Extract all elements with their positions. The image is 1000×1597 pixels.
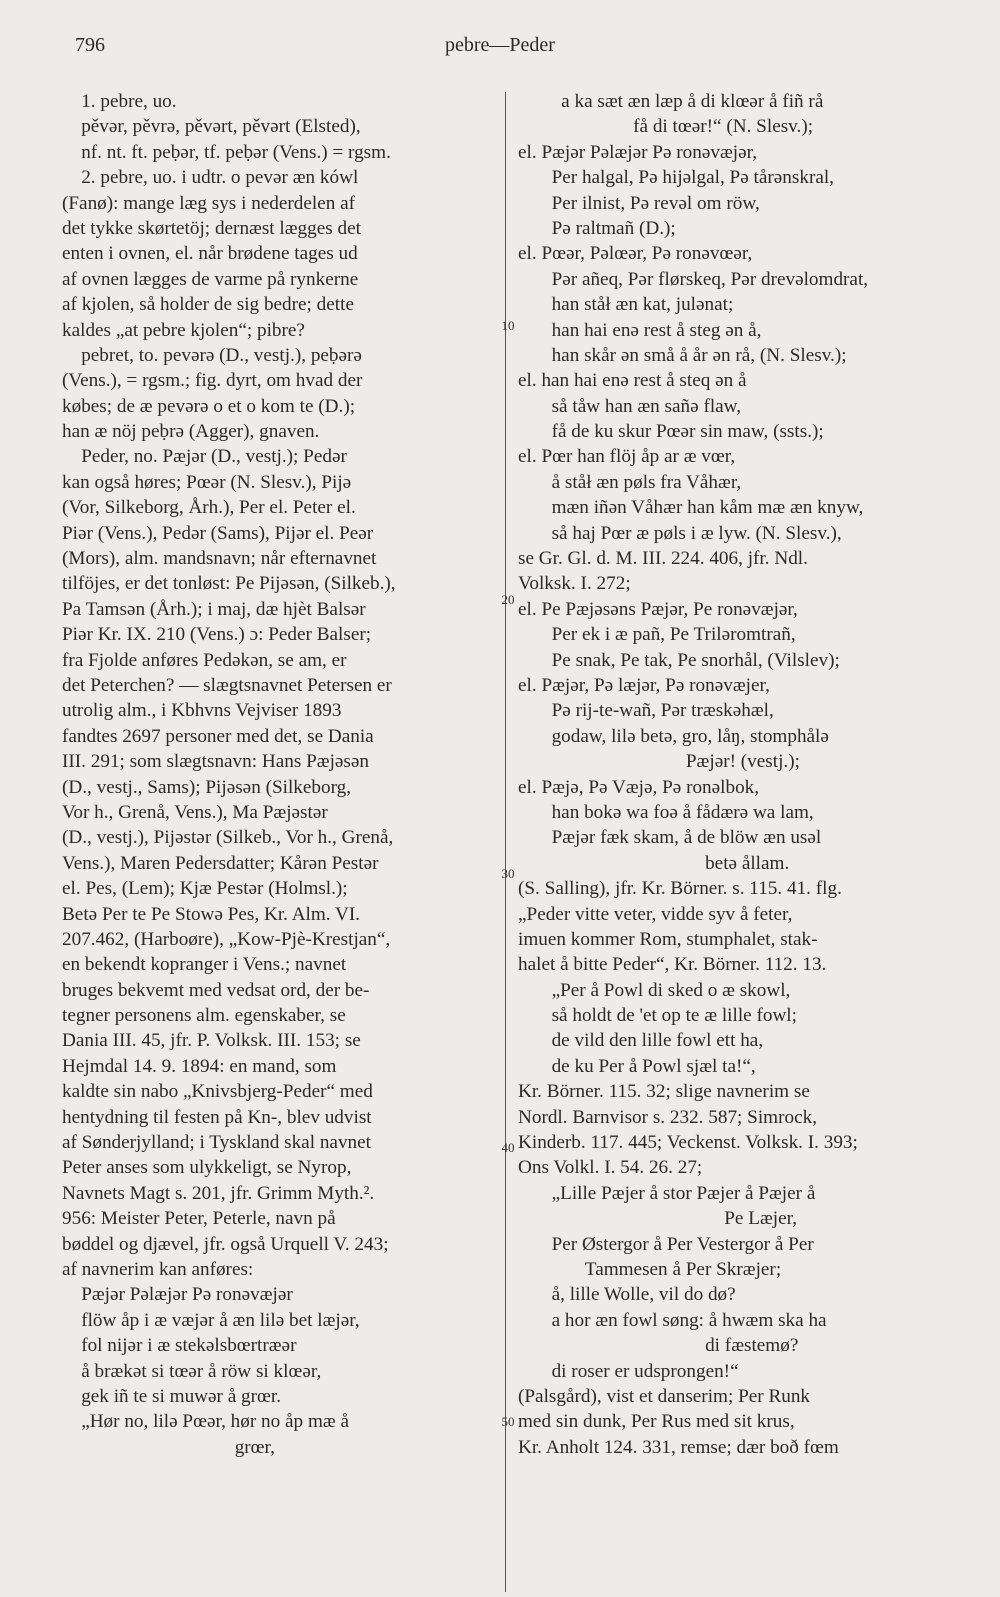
text-line: det tykke skørtetöj; dernæst lægges det [62, 217, 361, 239]
text-line: (S. Salling), jfr. Kr. Börner. s. 115. 41. flg. [518, 878, 842, 900]
column-divider [505, 92, 506, 1592]
text-line: kan også høres; Pœər (N. Slesv.), Pijə [62, 471, 352, 493]
text-line: 956: Meister Peter, Peterle, navn på [62, 1208, 336, 1230]
text-line: Tammesen å Per Skræjer; [518, 1258, 782, 1280]
running-head: pebre—Peder [445, 34, 555, 56]
text-line: imuen kommer Rom, stumphalet, stak- [518, 928, 818, 950]
line-number: 10 [501, 318, 515, 333]
line-number: 30 [501, 866, 515, 881]
text-line: di roser er udsprongen!“ [518, 1360, 739, 1382]
text-line: flöw åp i æ væjər å æn lilə bet læjər, [62, 1309, 360, 1331]
text-line: med sin dunk, Per Rus med sit krus, [518, 1411, 795, 1433]
text-line: utrolig alm., i Kbhvns Vejviser 1893 [62, 700, 342, 722]
text-line: Pə rij-te-wañ, Pər træskəhæl, [518, 700, 774, 722]
text-line: kaldte sin nabo „Knivsbjerg-Peder“ med [62, 1081, 373, 1103]
text-line: 2. pebre, uo. i udtr. o pevər æn kówl [62, 167, 359, 189]
text-line: få di tœər!“ (N. Slesv.); [518, 116, 814, 138]
text-line: a hor æn fowl søng: å hwæm ska ha [518, 1309, 827, 1331]
text-line: det Peterchen? — slægtsnavnet Petersen er [62, 674, 392, 696]
text-line: købes; de æ pevərə o et o kom te (D.); [62, 395, 356, 417]
text-line: (Fanø): mange læg sys i nederdelen af [62, 192, 356, 214]
text-line: el. Pœər, Pəlœər, Pə ronəvœər, [518, 243, 753, 265]
text-line: å ståł æn pøls fra Våhær, [518, 471, 742, 493]
text-line: halet å bitte Peder“, Kr. Börner. 112. 13. [518, 954, 827, 976]
text-line: „Lille Pæjer å stor Pæjer å Pæjer å [518, 1182, 816, 1204]
text-line: gek iñ te si muwər å grœr. [62, 1385, 282, 1407]
text-line: Pər añeq, Pər flørskeq, Pər drevəlomdrat, [518, 268, 869, 290]
text-line: fra Fjolde anføres Pedəkən, se am, er [62, 649, 347, 671]
text-line: å brækət si tœər å röw si klœər, [62, 1360, 322, 1382]
text-line: nf. nt. ft. peḅər, tf. peḅər (Vens.) = rgsm. [62, 141, 391, 163]
text-line: (Vens.), = rgsm.; fig. dyrt, om hvad der [62, 370, 363, 392]
text-line: han bokə wa foə å fådærə wa lam, [518, 801, 814, 823]
text-line: af Sønderjylland; i Tyskland skal navnet [62, 1132, 371, 1154]
text-line: (Mors), alm. mandsnavn; når efternavnet [62, 548, 377, 570]
text-line: betə ållam. [518, 852, 790, 874]
text-line: (Palsgård), vist et danserim; Per Runk [518, 1385, 811, 1407]
text-line: Per Østergor å Per Vestergor å Per [518, 1233, 814, 1255]
text-line: Per ek i æ pañ, Pe Triləromtrañ, [518, 624, 796, 646]
text-line: han hai enə rest å steg ən å, [518, 319, 762, 341]
text-line: bøddel og djævel, jfr. også Urquell V. 243; [62, 1233, 389, 1255]
text-line: Peter anses som ulykkeligt, se Nyrop, [62, 1157, 352, 1179]
text-line: Per halgal, Pə hijəlgal, Pə tårənskral, [518, 167, 834, 189]
text-line: af ovnen lægges de varme på rynkerne [62, 268, 359, 290]
text-line: pebret, to. pevərə (D., vestj.), peḅərə [62, 344, 362, 366]
text-line: „Per å Powl di sked o æ skowl, [518, 979, 791, 1001]
text-line: Per ilnist, Pə revəl om röw, [518, 192, 760, 214]
text-line: (D., vestj., Sams); Pijəsən (Silkeborg, [62, 776, 352, 798]
line-number: 20 [501, 592, 515, 607]
text-line: enten i ovnen, el. når brødene tages ud [62, 243, 358, 265]
text-line: di fæstemø? [518, 1335, 799, 1357]
text-line: tegner personens alm. egenskaber, se [62, 1005, 346, 1027]
text-line: Volksk. I. 272; [518, 573, 631, 595]
text-line: så holdt de 'et op te æ lille fowl; [518, 1005, 797, 1027]
text-line: Vens.), Maren Pedersdatter; Kårən Pestər [62, 852, 379, 874]
text-line: „Peder vitte veter, vidde syv å feter, [518, 903, 793, 925]
text-line: de ku Per å Powl sjæl ta!“, [518, 1055, 756, 1077]
text-line: Pə raltmañ (D.); [518, 217, 676, 239]
text-line: Pæjər fæk skam, å de blöw æn usəl [518, 827, 822, 849]
text-line: el. Pæjər Pəlæjər Pə ronəvæjər, [518, 141, 758, 163]
text-line: Vor h., Grenå, Vens.), Ma Pæjəstər [62, 801, 328, 823]
text-line: så tåw han æn sañə flaw, [518, 395, 742, 417]
text-line: el. han hai enə rest å steq ən å [518, 370, 747, 392]
text-line: Hejmdal 14. 9. 1894: en mand, som [62, 1055, 337, 1077]
page-number: 796 [75, 34, 105, 56]
text-line: Pæjər! (vestj.); [518, 751, 800, 773]
left-column [62, 89, 500, 1460]
text-line: Pa Tamsən (Årh.); i maj, dæ hjèt Balsər [62, 598, 366, 620]
text-line: å, lille Wolle, vil do dø? [518, 1284, 736, 1306]
text-line: bruges bekvemt med vedsat ord, der be- [62, 979, 370, 1001]
text-line: han ståł æn kat, julənat; [518, 294, 734, 316]
text-line: så haj Pœr æ pøls i æ lyw. (N. Slesv.), [518, 522, 842, 544]
text-line: Pæjər Pəlæjər Pə ronəvæjər [62, 1284, 293, 1306]
text-line: el. Pe Pæjəsəns Pæjər, Pe ronəvæjər, [518, 598, 798, 620]
text-line: Peder, no. Pæjər (D., vestj.); Pedər [62, 446, 347, 468]
text-line: 1. pebre, uo. [62, 91, 177, 112]
text-line: Nordl. Barnvisor s. 232. 587; Simrock, [518, 1106, 817, 1128]
text-line: få de ku skur Pœər sin maw, (ssts.); [518, 421, 824, 443]
text-line: III. 291; som slægtsnavn: Hans Pæjəsən [62, 751, 369, 773]
text-line: tilföjes, er det tonløst: Pe Pijəsən, (Silkeb.), [62, 573, 396, 595]
page-header [0, 34, 1000, 64]
text-line: „Hør no, lilə Pœər, hør no åp mæ å [62, 1411, 349, 1433]
text-line: el. Pæjər, Pə læjər, Pə ronəvæjer, [518, 674, 770, 696]
text-line: han skår ən små å år ən rå, (N. Slesv.); [518, 344, 847, 366]
text-line: Pe Læjer, [518, 1208, 798, 1230]
text-line: 207.462, (Harboøre), „Kow-Pjè-Krestjan“, [62, 928, 391, 950]
text-line: el. Pes, (Lem); Kjæ Pestər (Holmsl.); [62, 878, 348, 900]
text-line: han æ nöj peḅrə (Agger), gnaven. [62, 421, 320, 443]
text-line: el. Pœr han flöj åp ar æ vœr, [518, 446, 736, 468]
text-line: Kinderb. 117. 445; Veckenst. Volksk. I. 393; [518, 1132, 858, 1154]
text-line: (D., vestj.), Pijəstər (Silkeb., Vor h., Grenå, [62, 827, 394, 849]
text-line: fol nijər i æ stekəlsbœrtræər [62, 1335, 297, 1357]
text-line: en bekendt kopranger i Vens.; navnet [62, 954, 347, 976]
line-number: 50 [501, 1414, 515, 1429]
text-line: Kr. Anholt 124. 331, remse; dær boð fœm [518, 1436, 839, 1458]
text-line: hentydning til festen på Kn-, blev udvist [62, 1106, 372, 1128]
text-line: Pe snak, Pe tak, Pe snorhål, (Vilslev); [518, 649, 840, 671]
text-line: el. Pæjə, Pə Væjə, Pə ronəlbok, [518, 776, 760, 798]
text-line: Betə Per te Pe Stowə Pes, Kr. Alm. VI. [62, 903, 361, 925]
text-line: pěvər, pěvrə, pěvərt, pěvərt (Elsted), [62, 116, 361, 138]
text-line: Kr. Börner. 115. 32; slige navnerim se [518, 1081, 810, 1103]
text-line: (Vor, Silkeborg, Årh.), Per el. Peter el. [62, 497, 356, 519]
text-line: kaldes „at pebre kjolen“; pibre? [62, 319, 305, 341]
text-line: godaw, lilə betə, gro, låŋ, stomphålə [518, 725, 829, 747]
text-line: grœr, [62, 1436, 275, 1458]
text-line: se Gr. Gl. d. M. III. 224. 406, jfr. Ndl. [518, 548, 808, 570]
text-line: fandtes 2697 personer med det, se Dania [62, 725, 374, 747]
text-line: Navnets Magt s. 201, jfr. Grimm Myth.². [62, 1182, 379, 1204]
right-column [518, 89, 950, 1460]
text-line: af navnerim kan anføres: [62, 1258, 254, 1280]
text-line: a ka sæt æn læp å di klœər å fiñ rå [518, 91, 824, 112]
text-line: de vild den lille fowl ett ha, [518, 1030, 764, 1052]
text-line: Dania III. 45, jfr. P. Volksk. III. 153; se [62, 1030, 361, 1052]
text-line: Piər (Vens.), Pedər (Sams), Pijər el. Peər [62, 522, 374, 544]
text-line: mæn iñən Våhær han kåm mæ æn knyw, [518, 497, 864, 519]
text-line: Piər Kr. IX. 210 (Vens.) ɔ: Peder Balser; [62, 624, 372, 646]
text-line: Ons Volkl. I. 54. 26. 27; [518, 1157, 703, 1179]
text-line: af kjolen, så holder de sig bedre; dette [62, 294, 354, 316]
line-number: 40 [501, 1140, 515, 1155]
